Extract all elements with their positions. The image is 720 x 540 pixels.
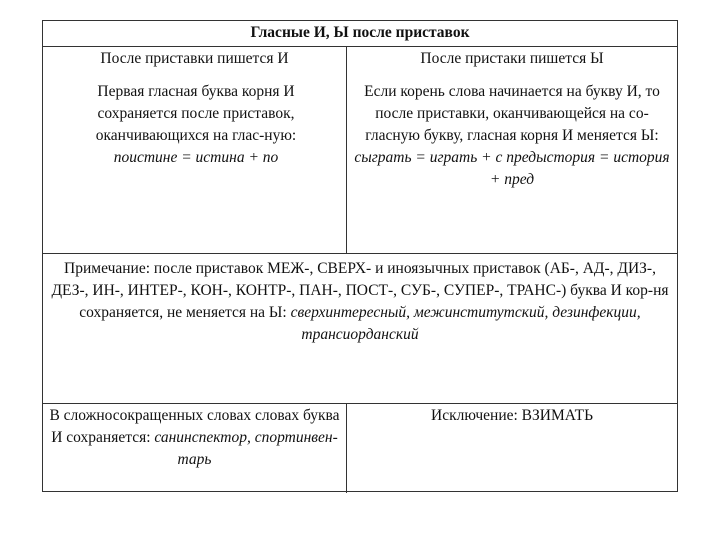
abbreviations-examples: санинспектор, спортинвен-тарь [154,429,338,468]
abbreviations-cell [43,405,346,471]
note-text: Примечание: после приставок МЕЖ-, СВЕРХ- и иноязычных приставок (АБ-, АД-, ДИЗ-, ДЕЗ-, ИН-, ИНТЕР-, КОН-, КОНТР-, ПАН-, ПОСТ-, СУБ-, СУПЕР-, ТРАНС-) буква И кор-ня сохраняется, не меняется на Ы: [51,260,669,321]
row-divider [43,46,677,47]
row-divider [43,403,677,404]
rule-i-text: Первая гласная буква корня И сохраняется после приставок, оканчивающихся на глас-ную: [95,83,297,144]
note-examples: сверхинтересный, межинститутский, дезинфекции, трансиорданский [290,304,641,343]
abbreviations-text: В сложносокращенных словах словах буква И сохраняется: [49,407,340,446]
rule-y-cell [347,81,677,191]
column-header-y: После пристаки пишется Ы [420,50,604,67]
rule-y-example: сыграть = играть + с предыстория = история + пред [354,149,670,188]
exception-cell: Исключение: ВЗИМАТЬ [431,407,593,424]
rule-i-cell [65,81,327,169]
note-cell [43,258,677,346]
table-title: Гласные И, Ы после приставок [250,24,470,41]
column-header-i: После приставки пишется И [100,50,289,67]
rule-i-example: поистине = истина + по [113,149,279,166]
rule-y-text: Если корень слова начинается на букву И, то после приставки, оканчивающейся на со-гласную букву, гласная корня И меняется Ы: [364,83,660,144]
rules-table [42,20,678,492]
row-divider [43,253,677,254]
